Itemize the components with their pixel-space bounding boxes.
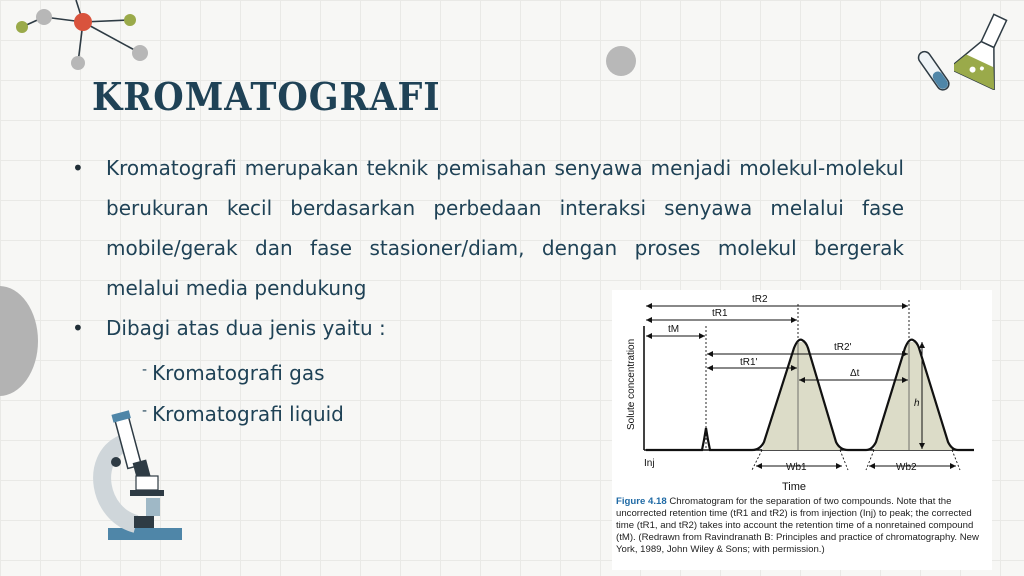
decorative-half-circle — [0, 286, 38, 396]
wb1-label: Wb1 — [786, 462, 807, 473]
inj-label: Inj — [644, 458, 655, 469]
bullet-text: Dibagi atas dua jenis yaitu : — [106, 316, 386, 340]
peak-fill-1 — [762, 342, 840, 450]
delta-t-label: Δt — [850, 368, 860, 379]
tr2-label: tR2 — [752, 294, 768, 305]
bullet-symbol: • — [72, 156, 84, 180]
decorative-dot — [606, 46, 636, 76]
x-axis-label: Time — [782, 481, 807, 493]
chromatogram-diagram — [612, 290, 992, 495]
molecule-icon — [0, 0, 160, 80]
figure-number: Figure 4.18 — [616, 496, 667, 507]
bullet-item — [72, 148, 904, 308]
flask-icon — [954, 10, 1016, 90]
tr1-label: tR1 — [712, 308, 728, 319]
sub-item-dash: - — [142, 403, 148, 419]
tm-label: tM — [668, 324, 680, 335]
sub-item — [142, 391, 344, 434]
wb2-label: Wb2 — [896, 462, 917, 473]
peak-fill-2 — [874, 342, 952, 450]
sub-item-text: Kromatografi liquid — [152, 402, 344, 426]
bullet-symbol: • — [72, 316, 84, 340]
chromatogram-figure — [612, 290, 992, 570]
bullet-text: Kromatografi merupakan teknik pemisahan senyawa menjadi molekul-molekul berukuran kecil berdasarkan perbedaan interaksi senyawa melalui fase mobile/gerak dan fase stasioner/diam, dengan proses molekul bergerak melalui media pendukung — [106, 156, 904, 300]
h-label: h — [914, 398, 920, 409]
tr1-prime-label: tR1' — [740, 357, 758, 368]
sub-item-text: Kromatografi gas — [152, 361, 325, 385]
figure-caption-text: Chromatogram for the separation of two compounds. Note that the uncorrected retention time (tR1 and tR2) is from injection (Inj) to peak; the corrected time (tR1, and tR2) takes into account the retention time of a nonretained compound (tM). (Redrawn from Ravindranath B: Principles and practice of chromatography. New York, 1989, John Wiley & Sons; with permission.) — [616, 496, 979, 555]
test-tube-icon — [916, 44, 956, 104]
slide-title: KROMATOGRAFI — [92, 74, 441, 119]
figure-caption — [616, 496, 988, 556]
y-axis-label: Solute concentration — [626, 338, 637, 430]
tr2-prime-label: tR2' — [834, 342, 852, 353]
sub-item-dash: - — [142, 362, 148, 378]
sub-item — [142, 350, 325, 393]
